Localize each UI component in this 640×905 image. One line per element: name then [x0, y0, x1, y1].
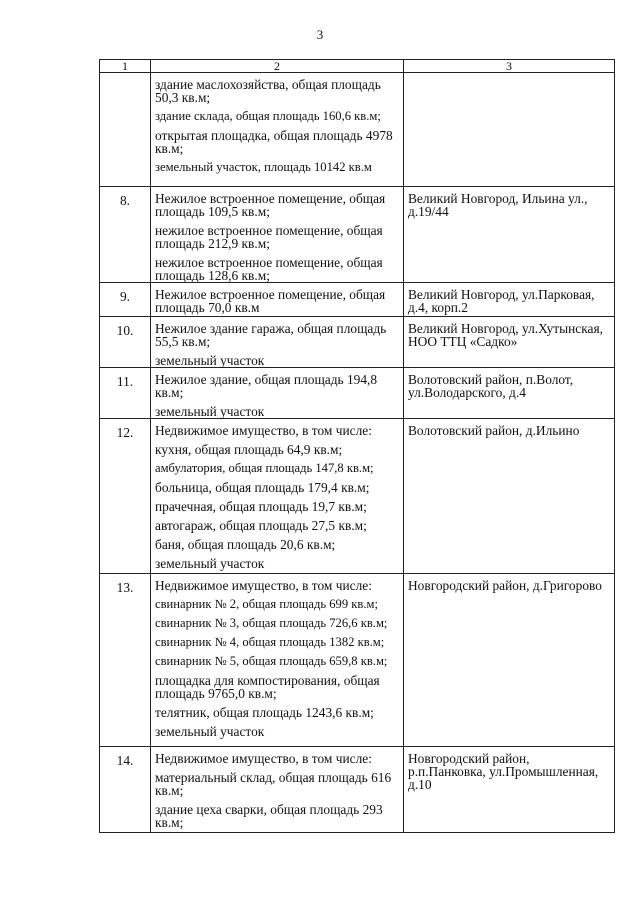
table-row [100, 283, 615, 317]
table-row [100, 187, 615, 283]
property-item: земельный участок [155, 556, 265, 571]
property-item: Недвижимое имущество, в том числе: [155, 751, 372, 766]
property-item: земельный участок [155, 353, 265, 368]
property-address: Великий Новгород, ул.Парковая, д.4, корп.2 [404, 283, 615, 317]
row-number: 9. [100, 283, 151, 317]
property-address [404, 73, 615, 187]
property-item: кухня, общая площадь 64,9 кв.м; [155, 442, 343, 457]
property-address: Великий Новгород, ул.Хутынская, НОО ТТЦ «Садко» [404, 317, 615, 368]
property-item: телятник, общая площадь 1243,6 кв.м; [155, 705, 374, 720]
header-col-3: 3 [404, 60, 615, 73]
property-description [151, 747, 404, 833]
property-item: свинарник № 4, общая площадь 1382 кв.м; [155, 635, 385, 649]
row-number: 14. [100, 747, 151, 833]
property-item: свинарник № 3, общая площадь 726,6 кв.м; [155, 616, 388, 630]
property-item: Нежилое встроенное помещение, общая площадь 70,0 кв.м [155, 287, 386, 315]
table-row [100, 419, 615, 574]
property-item: Нежилое встроенное помещение, общая площадь 109,5 кв.м; [155, 191, 386, 219]
row-number: 11. [100, 368, 151, 419]
property-item: Недвижимое имущество, в том числе: [155, 578, 372, 593]
property-item: нежилое встроенное помещение, общая площадь 212,9 кв.м; [155, 223, 383, 251]
table-row [100, 317, 615, 368]
property-item: земельный участок [155, 724, 265, 739]
property-item: открытая площадка, общая площадь 4978 кв.м; [155, 128, 393, 156]
property-table [99, 59, 615, 833]
property-item: свинарник № 5, общая площадь 659,8 кв.м; [155, 654, 388, 668]
property-description [151, 368, 404, 419]
property-address: Волотовский район, п.Волот, ул.Володарского, д.4 [404, 368, 615, 419]
property-item: здание маслохозяйства, общая площадь 50,3 кв.м; [155, 77, 381, 105]
table-row [100, 368, 615, 419]
property-item: площадка для компостирования, общая площадь 9765,0 кв.м; [155, 673, 380, 701]
property-item: Недвижимое имущество, в том числе: [155, 423, 372, 438]
property-item: земельный участок, площадь 10142 кв.м [155, 160, 372, 174]
table-row [100, 747, 615, 833]
property-item: нежилое встроенное помещение, общая площадь 128,6 кв.м; [155, 255, 383, 283]
table-row [100, 574, 615, 747]
row-number: 12. [100, 419, 151, 574]
property-item: баня, общая площадь 20,6 кв.м; [155, 537, 336, 552]
property-item: свинарник № 2, общая площадь 699 кв.м; [155, 597, 378, 611]
property-item: автогараж, общая площадь 27,5 кв.м; [155, 518, 367, 533]
property-address: Волотовский район, д.Ильино [404, 419, 615, 574]
property-description [151, 317, 404, 368]
property-item: здание цеха сварки, общая площадь 293 кв.м; [155, 802, 383, 830]
property-address: Новгородский район, д.Григорово [404, 574, 615, 747]
row-number: 10. [100, 317, 151, 368]
property-address: Великий Новгород, Ильина ул., д.19/44 [404, 187, 615, 283]
property-item: материальный склад, общая площадь 616 кв.м; [155, 770, 392, 798]
table-row [100, 73, 615, 187]
property-item: амбулатория, общая площадь 147,8 кв.м; [155, 461, 374, 475]
property-item: Нежилое здание гаража, общая площадь 55,5 кв.м; [155, 321, 387, 349]
row-number [100, 73, 151, 187]
row-number: 13. [100, 574, 151, 747]
header-col-2: 2 [151, 60, 404, 73]
row-number: 8. [100, 187, 151, 283]
header-col-1: 1 [100, 60, 151, 73]
page-number: 3 [316, 27, 324, 42]
property-item: прачечная, общая площадь 19,7 кв.м; [155, 499, 367, 514]
property-description [151, 187, 404, 283]
property-description [151, 73, 404, 187]
property-item: здание склада, общая площадь 160,6 кв.м; [155, 109, 381, 123]
property-item: Нежилое здание, общая площадь 194,8 кв.м; [155, 372, 378, 400]
property-description [151, 419, 404, 574]
property-item: земельный участок [155, 404, 265, 419]
table-header-row [100, 60, 615, 73]
property-description [151, 283, 404, 317]
property-address: Новгородский район, р.п.Панковка, ул.Промышленная, д.10 [404, 747, 615, 833]
property-item: больница, общая площадь 179,4 кв.м; [155, 480, 370, 495]
property-description [151, 574, 404, 747]
